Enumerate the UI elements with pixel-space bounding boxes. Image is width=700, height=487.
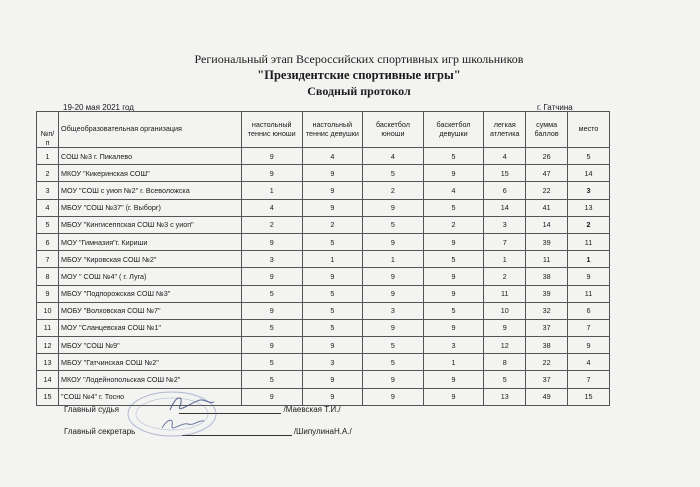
cell-athletics: 13: [484, 388, 526, 405]
cell-bb-boys: 9: [363, 233, 424, 250]
cell-place: 7: [568, 371, 610, 388]
cell-tt-girls: 9: [302, 388, 363, 405]
cell-tt-boys: 5: [241, 371, 302, 388]
table-row: [37, 251, 610, 268]
judge-name: /Маевская Т.И./: [283, 405, 341, 414]
table-row: [37, 371, 610, 388]
cell-bb-girls: 3: [423, 337, 484, 354]
cell-org: МКОУ "Лодейнопольская СОШ №2": [59, 371, 242, 388]
cell-no: 15: [37, 388, 59, 405]
cell-tt-boys: 5: [241, 285, 302, 302]
cell-place: 3: [568, 182, 610, 199]
cell-tt-boys: 9: [241, 388, 302, 405]
cell-tt-boys: 3: [241, 251, 302, 268]
cell-tt-boys: 5: [241, 319, 302, 336]
cell-no: 6: [37, 233, 59, 250]
cell-bb-boys: 9: [363, 199, 424, 216]
cell-tt-girls: 9: [302, 371, 363, 388]
cell-tt-girls: 5: [302, 285, 363, 302]
cell-bb-boys: 9: [363, 371, 424, 388]
cell-bb-boys: 9: [363, 388, 424, 405]
cell-place: 11: [568, 233, 610, 250]
cell-no: 13: [37, 354, 59, 371]
cell-place: 9: [568, 337, 610, 354]
cell-sum: 39: [526, 285, 568, 302]
cell-athletics: 14: [484, 199, 526, 216]
col-header-tt-boys: настольный теннис юноши: [241, 112, 302, 148]
cell-bb-boys: 9: [363, 268, 424, 285]
cell-no: 1: [37, 148, 59, 165]
cell-athletics: 11: [484, 285, 526, 302]
cell-place: 13: [568, 199, 610, 216]
cell-bb-girls: 5: [423, 302, 484, 319]
table-body: [37, 148, 610, 406]
cell-bb-boys: 9: [363, 319, 424, 336]
cell-tt-boys: 9: [241, 268, 302, 285]
cell-no: 5: [37, 216, 59, 233]
cell-tt-girls: 9: [302, 165, 363, 182]
cell-place: 7: [568, 319, 610, 336]
cell-tt-girls: 4: [302, 148, 363, 165]
table-row: [37, 216, 610, 233]
cell-tt-boys: 2: [241, 216, 302, 233]
cell-sum: 14: [526, 216, 568, 233]
cell-tt-girls: 5: [302, 302, 363, 319]
cell-athletics: 8: [484, 354, 526, 371]
col-header-bb-girls: баскетбол девушки: [423, 112, 484, 148]
cell-place: 1: [568, 251, 610, 268]
cell-sum: 39: [526, 233, 568, 250]
cell-no: 14: [37, 371, 59, 388]
cell-tt-girls: 1: [302, 251, 363, 268]
cell-tt-girls: 5: [302, 233, 363, 250]
cell-athletics: 2: [484, 268, 526, 285]
cell-tt-boys: 9: [241, 148, 302, 165]
cell-tt-girls: 9: [302, 337, 363, 354]
event-title: Региональный этап Всероссийских спортивных игр школьников: [194, 52, 524, 66]
cell-org: МБОУ "Подпорожская СОШ №3": [59, 285, 242, 302]
cell-sum: 37: [526, 319, 568, 336]
cell-athletics: 7: [484, 233, 526, 250]
cell-sum: 49: [526, 388, 568, 405]
cell-org: МКОУ "Кикеринская СОШ": [59, 165, 242, 182]
table-row: [37, 199, 610, 216]
cell-athletics: 4: [484, 148, 526, 165]
col-header-bb-boys: баскетбол юноши: [363, 112, 424, 148]
cell-sum: 38: [526, 337, 568, 354]
table-row: [37, 148, 610, 165]
cell-athletics: 6: [484, 182, 526, 199]
cell-sum: 26: [526, 148, 568, 165]
cell-bb-girls: 2: [423, 216, 484, 233]
cell-athletics: 1: [484, 251, 526, 268]
cell-bb-girls: 9: [423, 165, 484, 182]
col-header-sum: сумма баллов: [526, 112, 568, 148]
cell-tt-girls: 3: [302, 354, 363, 371]
cell-bb-girls: 9: [423, 371, 484, 388]
col-header-place: место: [568, 112, 610, 148]
col-header-no: №п/п: [37, 112, 59, 148]
event-city: г. Гатчина: [537, 103, 573, 112]
cell-bb-girls: 9: [423, 285, 484, 302]
cell-sum: 41: [526, 199, 568, 216]
cell-bb-boys: 4: [363, 148, 424, 165]
table-row: [37, 319, 610, 336]
cell-no: 12: [37, 337, 59, 354]
cell-bb-girls: 1: [423, 354, 484, 371]
table-row: [37, 182, 610, 199]
cell-tt-girls: 5: [302, 319, 363, 336]
cell-bb-girls: 4: [423, 182, 484, 199]
cell-place: 9: [568, 268, 610, 285]
cell-bb-boys: 5: [363, 337, 424, 354]
cell-athletics: 10: [484, 302, 526, 319]
secretary-label: Главный секретарь: [64, 427, 136, 436]
cell-sum: 37: [526, 371, 568, 388]
table-row: [37, 302, 610, 319]
cell-place: 15: [568, 388, 610, 405]
cell-tt-boys: 9: [241, 233, 302, 250]
cell-athletics: 12: [484, 337, 526, 354]
cell-org: МОУ "Гимназия"г. Кириши: [59, 233, 242, 250]
cell-no: 10: [37, 302, 59, 319]
cell-bb-boys: 1: [363, 251, 424, 268]
cell-bb-boys: 5: [363, 216, 424, 233]
cell-no: 8: [37, 268, 59, 285]
cell-place: 6: [568, 302, 610, 319]
stamp-and-signature-image: [122, 388, 222, 440]
cell-org: МБОУ "СОШ №9": [59, 337, 242, 354]
cell-bb-girls: 9: [423, 268, 484, 285]
cell-sum: 22: [526, 354, 568, 371]
cell-org: МБОУ "Гатчинская СОШ №2": [59, 354, 242, 371]
table-row: [37, 268, 610, 285]
cell-athletics: 5: [484, 371, 526, 388]
cell-bb-boys: 2: [363, 182, 424, 199]
cell-tt-girls: 9: [302, 182, 363, 199]
cell-place: 2: [568, 216, 610, 233]
cell-bb-boys: 5: [363, 354, 424, 371]
cell-tt-girls: 9: [302, 268, 363, 285]
table-header-row: [37, 112, 610, 148]
protocol-title: Сводный протокол: [307, 84, 411, 98]
document-header: [0, 52, 700, 99]
cell-no: 2: [37, 165, 59, 182]
cell-bb-boys: 5: [363, 165, 424, 182]
cell-bb-girls: 9: [423, 233, 484, 250]
cell-sum: 22: [526, 182, 568, 199]
cell-place: 5: [568, 148, 610, 165]
cell-tt-girls: 9: [302, 199, 363, 216]
secretary-name: /ШипулинаН.А./: [293, 427, 352, 436]
cell-no: 4: [37, 199, 59, 216]
cell-sum: 47: [526, 165, 568, 182]
cell-tt-boys: 9: [241, 302, 302, 319]
cell-bb-boys: 3: [363, 302, 424, 319]
table-row: [37, 165, 610, 182]
cell-athletics: 3: [484, 216, 526, 233]
cell-org: СОШ №3 г. Пикалево: [59, 148, 242, 165]
cell-tt-boys: 9: [241, 337, 302, 354]
cell-no: 11: [37, 319, 59, 336]
cell-bb-girls: 9: [423, 388, 484, 405]
cell-org: "СОШ №4" г. Тосно: [59, 388, 242, 405]
cell-org: МОБУ "Волховская СОШ №7": [59, 302, 242, 319]
cell-org: МБОУ "СОШ №37" (г. Выборг): [59, 199, 242, 216]
col-header-org: Общеобразовательная организация: [59, 112, 242, 148]
cell-org: МОУ " СОШ №4" ( г. Луга): [59, 268, 242, 285]
cell-place: 14: [568, 165, 610, 182]
cell-org: МОУ "Сланцевская СОШ №1": [59, 319, 242, 336]
cell-athletics: 15: [484, 165, 526, 182]
table-row: [37, 354, 610, 371]
cell-org: МОУ "СОШ с уиоп №2" г. Всеволожска: [59, 182, 242, 199]
col-header-tt-girls: настольный теннис девушки: [302, 112, 363, 148]
cell-place: 11: [568, 285, 610, 302]
cell-sum: 32: [526, 302, 568, 319]
cell-bb-girls: 5: [423, 148, 484, 165]
cell-tt-boys: 9: [241, 165, 302, 182]
cell-athletics: 9: [484, 319, 526, 336]
cell-bb-girls: 9: [423, 319, 484, 336]
table-row: [37, 337, 610, 354]
cell-no: 3: [37, 182, 59, 199]
table-row: [37, 233, 610, 250]
cell-bb-boys: 9: [363, 285, 424, 302]
cell-tt-girls: 2: [302, 216, 363, 233]
col-header-athletics: легкая атлетика: [484, 112, 526, 148]
games-title: "Президентские спортивные игры": [257, 68, 461, 82]
cell-sum: 11: [526, 251, 568, 268]
judge-label: Главный судья: [64, 405, 120, 414]
cell-tt-boys: 4: [241, 199, 302, 216]
cell-no: 9: [37, 285, 59, 302]
cell-no: 7: [37, 251, 59, 268]
cell-sum: 38: [526, 268, 568, 285]
cell-org: МБОУ "Кировская СОШ №2": [59, 251, 242, 268]
cell-tt-boys: 1: [241, 182, 302, 199]
cell-org: МБОУ "Кингисеппская СОШ №3 с уиоп": [59, 216, 242, 233]
cell-place: 4: [568, 354, 610, 371]
table-row: [37, 285, 610, 302]
event-date: 19-20 мая 2021 год: [63, 103, 134, 112]
results-table: [36, 111, 610, 406]
cell-bb-girls: 5: [423, 199, 484, 216]
cell-tt-boys: 5: [241, 354, 302, 371]
cell-bb-girls: 5: [423, 251, 484, 268]
